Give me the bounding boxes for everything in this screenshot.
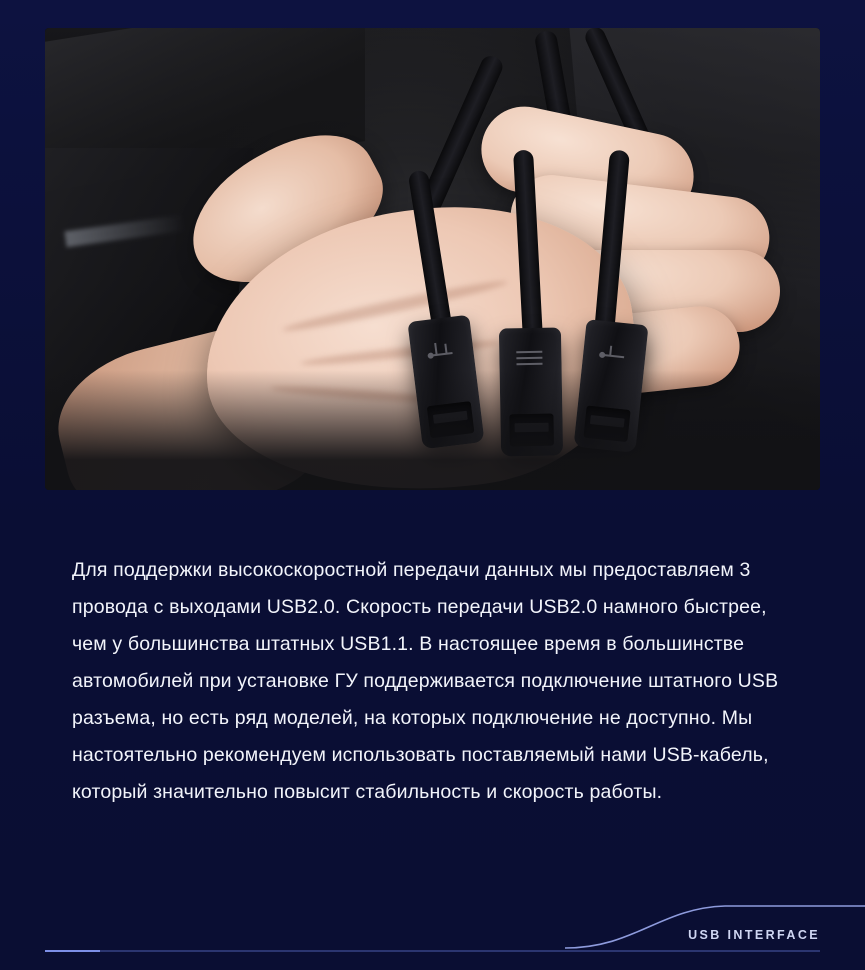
photo-background	[45, 28, 820, 490]
footer	[0, 902, 865, 970]
description-paragraph: Для поддержки высокоскоростной передачи данных мы предоставляем 3 провода с выходами USB2.0. Скорость передачи USB2.0 намного быстрее, чем у большинства штатных USB1.1. В настоящее время в большинстве автомобилей при установке ГУ поддерживается подключение штатного USB разъема, но есть ряд моделей, на которых подключение не доступно. Мы настоятельно рекомендуем использовать поставляемый нами USB-кабель, который значительно повысит стабильность и скорость работы.	[72, 558, 779, 803]
footer-progress-line	[45, 950, 820, 952]
car-dashboard-shape-bottom	[45, 370, 820, 490]
footer-label: USB INTERFACE	[688, 928, 820, 942]
footer-progress-fill	[45, 950, 100, 952]
usb-logo-icon	[595, 336, 632, 365]
hero-image	[45, 28, 820, 490]
usb-logo-icon	[512, 344, 546, 371]
footer-swoosh-decoration	[565, 902, 865, 950]
usb-logo-icon	[422, 332, 459, 362]
